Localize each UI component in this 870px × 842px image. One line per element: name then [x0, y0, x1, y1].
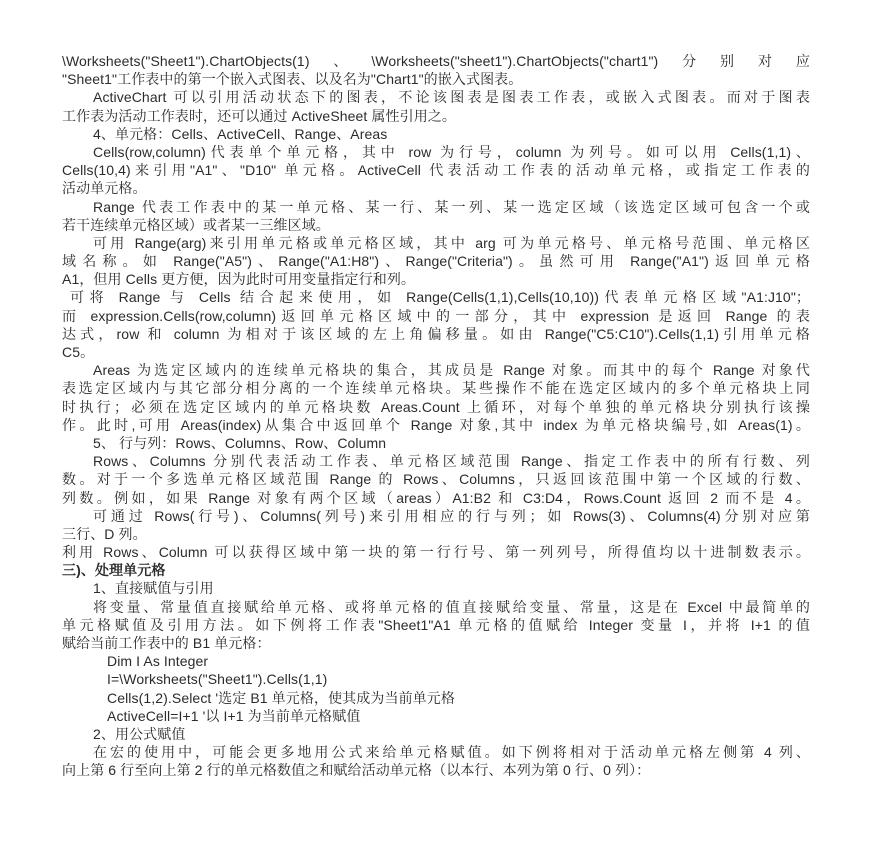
text-line-24: 数。对于一个多选单元格区域范围 Range 的 Rows、Columns，只返回该范围中第一个区域的行数、: [62, 471, 810, 488]
text-line-25: 列数。例如，如果 Range 对象有两个区域（areas）A1:B2 和 C3:D4，Rows.Count 返回 2 而不是 4。: [62, 489, 810, 506]
text-line-38: 2、用公式赋值: [93, 725, 186, 742]
text-line-6: Cells(row,column)代表单个单元格，其中 row 为行号，column 为列号。如可以用 Cells(1,1)、: [93, 143, 810, 160]
text-line-37: ActiveCell=I+1 '以 I+1 为当前单元格赋值: [107, 707, 361, 724]
text-line-34: Dim I As Integer: [107, 653, 209, 670]
text-line-23: Rows、Columns 分别代表活动工作表、单元格区域范围 Range、指定工作表中的所有行数、列: [93, 453, 810, 470]
text-line-29: 三)、处理单元格: [62, 562, 166, 579]
text-line-1: \Worksheets("Sheet1").ChartObjects(1)、\Worksheets("sheet1").ChartObjects("chart1")分别对应: [62, 53, 810, 69]
text-line-17: C5。: [62, 344, 95, 360]
text-line-32: 单元格赋值及引用方法。如下例将工作表"Sheet1"A1 单元格的值赋给 Integer 变量 I，并将 I+1 的值: [62, 616, 810, 633]
text-line-26: 可通过 Rows(行号)、Columns(列号)来引用相应的行与列；如 Rows(3)、Columns(4)分别对应第: [93, 507, 810, 524]
text-line-3: ActiveChart 可以引用活动状态下的图表，不论该图表是图表工作表，或嵌入式图表。而对于图表: [93, 89, 810, 106]
text-line-20: 时执行；必须在选定区域内的单元格块数 Areas.Count 上循环，对每个单独的单元格块分别执行该操: [62, 398, 810, 415]
text-line-19: 表选定区域内与其它部分相分离的一个连续单元格块。某些操作不能在选定区域内的多个单元格块上同: [62, 380, 810, 397]
text-line-4: 工作表为活动工作表时，还可以通过 ActiveSheet 属性引用之。: [62, 107, 456, 124]
text-line-21: 作。此时,可用 Areas(index)从集合中返回单个 Range 对象,其中 index 为单元格块编号,如 Areas(1)。: [62, 416, 810, 433]
text-line-33: 赋给当前工作表中的 B1 单元格：: [62, 635, 271, 651]
text-line-39: 在宏的使用中，可能会更多地用公式来给单元格赋值。如下例将相对于活动单元格左侧第 4 列、: [93, 744, 810, 761]
text-line-9: Range 代表工作表中的某一单元格、某一行、某一列、某一选定区域（该选定区域可包含一个或: [93, 198, 810, 215]
text-line-7: Cells(10,4)来引用"A1"、"D10" 单元格。ActiveCell 代表活动工作表的活动单元格，或指定工作表的: [62, 162, 810, 179]
text-line-14: 可将 Range 与 Cells 结合起来使用，如 Range(Cells(1,1),Cells(10,10))代表单元格区域"A1:J10"；: [70, 289, 810, 306]
text-line-28: 利用 Rows、Column 可以获得区域中第一块的第一行行号、第一列列号，所得值均以十进制数表示。: [62, 544, 810, 561]
text-line-18: Areas 为选定区域内的连续单元格块的集合，其成员是 Range 对象。而其中的每个 Range 对象代: [93, 362, 810, 379]
text-line-10: 若干连续单元格区域）或者某一三维区域。: [62, 216, 330, 233]
text-line-11: 可用 Range(arg)来引用单元格或单元格区域，其中 arg 可为单元格号、单元格号范围、单元格区: [93, 234, 810, 251]
text-line-15: 而 expression.Cells(row,column)返回单元格区域中的一部分，其中 expression 是返回 Range 的表: [62, 307, 810, 324]
text-line-12: 域名称。如 Range("A5")、Range("A1:H8")、Range("Criteria")。虽然可用 Range("A1")返回单元格: [62, 253, 810, 270]
text-line-35: I=\Worksheets("Sheet1").Cells(1,1): [107, 671, 328, 688]
text-line-2: "Sheet1"工作表中的第一个嵌入式图表、以及名为"Chart1"的嵌入式图表。: [62, 71, 523, 88]
text-line-40: 向上第 6 行至向上第 2 行的单元格数值之和赋给活动单元格（以本行、本列为第 0 行、0 列）：: [62, 762, 651, 779]
text-line-5: 4、单元格：Cells、ActiveCell、Range、Areas: [93, 125, 388, 142]
document-text-block: [62, 52, 810, 780]
text-line-8: 活动单元格。: [62, 180, 147, 197]
text-line-27: 三行、D 列。: [62, 525, 147, 542]
text-line-30: 1、直接赋值与引用: [93, 580, 214, 597]
text-line-36: Cells(1,2).Select '选定 B1 单元格，使其成为当前单元格: [107, 689, 455, 706]
text-line-31: 将变量、常量值直接赋给单元格、或将单元格的值直接赋给变量、常量，这是在 Excel 中最简单的: [93, 598, 810, 615]
text-line-13: A1，但用 Cells 更方便，因为此时可用变量指定行和列。: [62, 271, 416, 288]
text-line-22: 5、 行与列：Rows、Columns、Row、Column: [93, 434, 387, 451]
text-line-16: 达式，row 和 column 为相对于该区域的左上角偏移量。如由 Range("C5:C10").Cells(1,1)引用单元格: [62, 325, 810, 342]
